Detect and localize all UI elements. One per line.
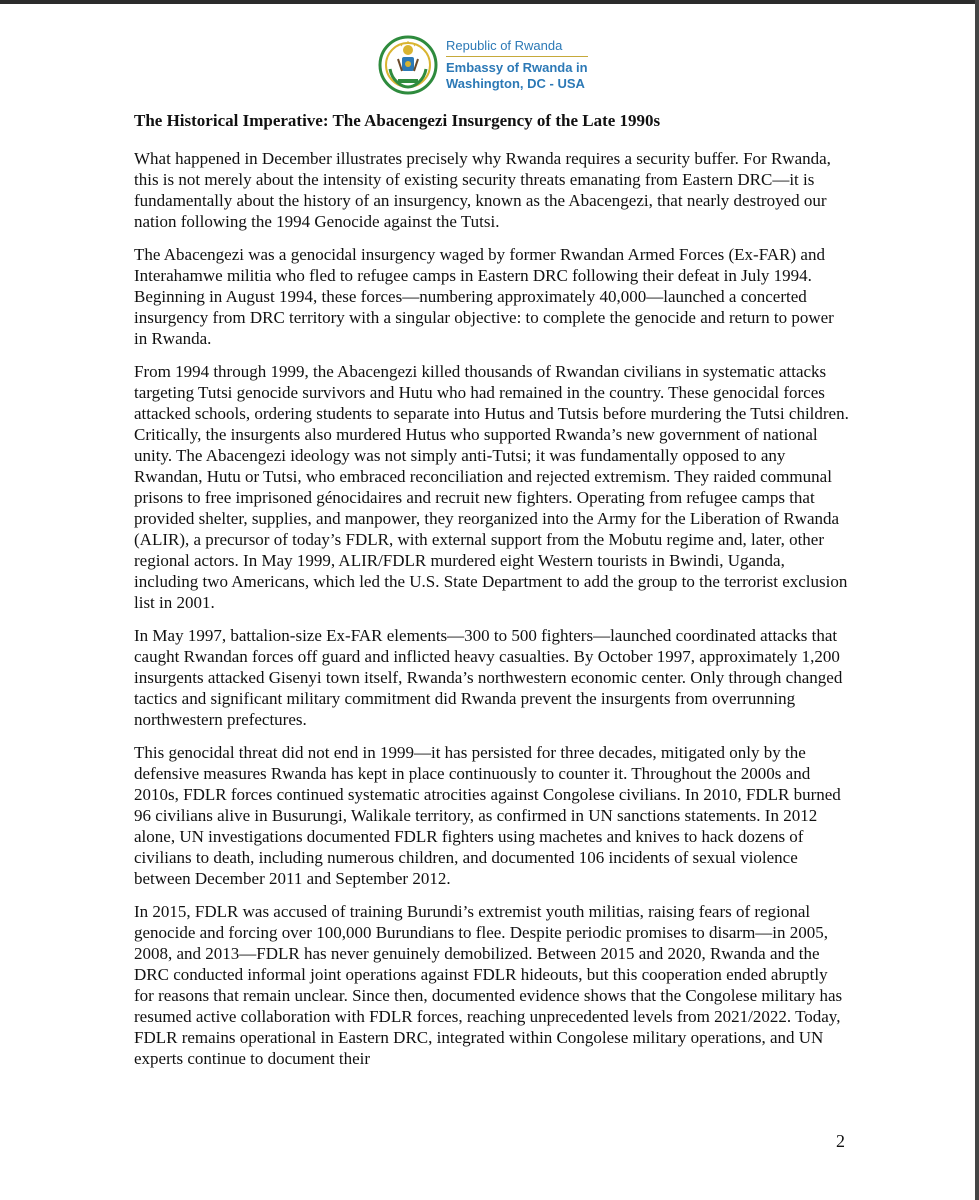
paragraph-1: What happened in December illustrates precisely why Rwanda requires a security buffer. For Rwanda, this is not merely about the intensity of existing security threats emanating from Eastern DRC—it is fundamentally about the history of an insurgency, known as the Abacengezi, that nearly destroyed our nation following the 1994 Genocide against the Tutsi. bbox=[134, 149, 831, 231]
paragraph-5: This genocidal threat did not end in 1999—it has persisted for three decades, mitigated only by the defensive measures Rwanda has kept in place continuously to counter it. Throughout the 2000s and 2010s, FDLR forces continued systematic atrocities against Congolese civilians. In 2010, FDLR burned 96 civilians alive in Busurungi, Walikale territory, as confirmed in UN sanctions statements. In 2012 alone, UN investigations documented FDLR fighters using machetes and knives to hack dozens of civilians to death, including numerous children, and documented 106 incidents of sexual violence between December 2011 and September 2012. bbox=[134, 743, 841, 888]
rwanda-seal-icon bbox=[378, 35, 438, 95]
section-title: The Historical Imperative: The Abacengezi Insurgency of the Late 1990s bbox=[134, 111, 661, 130]
republic-name: Republic of Rwanda bbox=[446, 38, 588, 57]
page-border-right bbox=[975, 0, 979, 1200]
embassy-name: Embassy of Rwanda in bbox=[446, 60, 588, 75]
paragraph-3: From 1994 through 1999, the Abacengezi killed thousands of Rwandan civilians in systematic attacks targeting Tutsi genocide survivors and Hutu who had remained in the country. These genocidal forces attacked schools, ordering students to separate into Hutus and Tutsis before murdering the Tutsi children. Critically, the insurgents also murdered Hutus who supported Rwanda’s new government of national unity. The Abacengezi ideology was not simply anti-Tutsi; it was fundamentally opposed to any Rwandan, Hutu or Tutsi, who embraced reconciliation and rejected extremism. They raided communal prisons to free imprisoned génocidaires and recruit new fighters. Operating from refugee camps that provided shelter, supplies, and manpower, they reorganized into the Army for the Liberation of Rwanda (ALIR), a precursor of today’s FDLR, with external support from the Mobutu regime and, later, other regional actors. In May 1999, ALIR/FDLR murdered eight Western tourists in Bwindi, Uganda, including two Americans, which led the U.S. State Department to add the group to the terrorist exclusion list in 2001. bbox=[134, 362, 849, 612]
embassy-letterhead bbox=[378, 32, 598, 98]
document-body bbox=[134, 110, 849, 1081]
paragraph-4: In May 1997, battalion-size Ex-FAR elements—300 to 500 fighters—launched coordinated attacks that caught Rwandan forces off guard and inflicted heavy casualties. By October 1997, approximately 1,200 insurgents attacked Gisenyi town itself, Rwanda’s northwestern economic center. Only through changed tactics and significant military commitment did Rwanda prevent the insurgents from overrunning northwestern prefectures. bbox=[134, 626, 843, 729]
embassy-location: Washington, DC - USA bbox=[446, 76, 585, 91]
paragraph-6: In 2015, FDLR was accused of training Burundi’s extremist youth militias, raising fears of regional genocide and forcing over 100,000 Burundians to flee. Despite periodic promises to disarm—in 2005, 2008, and 2013—FDLR has never genuinely demobilized. Between 2015 and 2020, Rwanda and the DRC conducted informal joint operations against FDLR hideouts, but this cooperation ended abruptly for reasons that remain unclear. Since then, documented evidence shows that the Congolese military has resumed active collaboration with FDLR forces, reaching unprecedented levels from 2021/2022. Today, FDLR remains operational in Eastern DRC, integrated within Congolese military operations, and UN experts continue to document their bbox=[134, 902, 843, 1068]
page-number: 2 bbox=[836, 1131, 845, 1151]
paragraph-2: The Abacengezi was a genocidal insurgency waged by former Rwandan Armed Forces (Ex-FAR) and Interahamwe militia who fled to refugee camps in Eastern DRC following their defeat in July 1994. Beginning in August 1994, these forces—numbering approximately 40,000—launched a concerted insurgency from DRC territory with a singular objective: to complete the genocide and return to power in Rwanda. bbox=[134, 245, 834, 348]
page-border-top bbox=[0, 0, 979, 4]
